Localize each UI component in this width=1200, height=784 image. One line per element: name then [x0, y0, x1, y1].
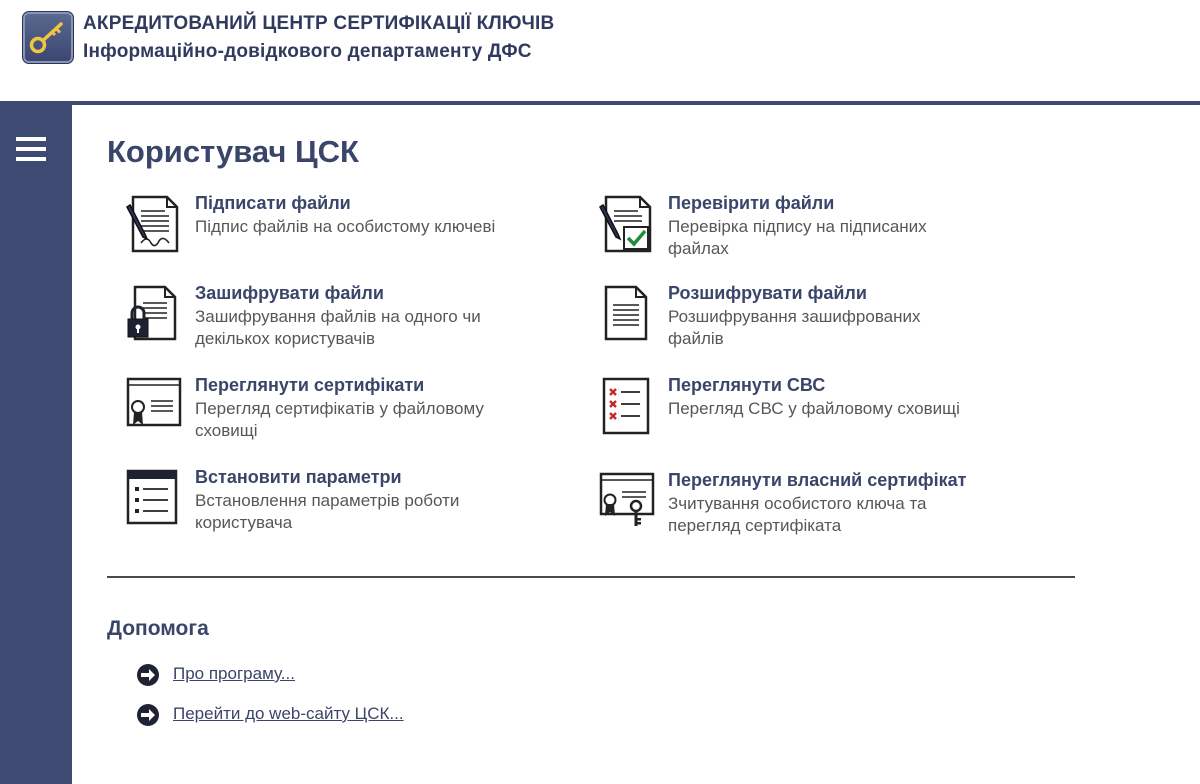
- sign-files-action[interactable]: [125, 193, 545, 265]
- arrow-right-circle-icon: [136, 703, 160, 727]
- settings-list-icon: [125, 467, 189, 531]
- action-label: Зашифрувати файли: [195, 283, 384, 303]
- arrow-right-circle-icon: [136, 663, 160, 687]
- action-label: Переглянути власний сертифікат: [668, 470, 967, 490]
- key-logo-icon: [22, 11, 74, 64]
- action-label: Підписати файли: [195, 193, 351, 213]
- hamburger-menu-icon[interactable]: [16, 137, 46, 163]
- about-program-label: Про програму...: [173, 664, 295, 683]
- own-certificate-key-icon: [598, 470, 662, 534]
- action-label: Переглянути сертифікати: [195, 375, 425, 395]
- decrypt-document-icon: [598, 283, 662, 347]
- section-divider: [107, 576, 1075, 578]
- action-label: Розшифрувати файли: [668, 283, 867, 303]
- sign-document-icon: [125, 193, 189, 257]
- sidebar: [0, 105, 72, 784]
- encrypt-files-action[interactable]: [125, 283, 545, 355]
- website-label: Перейти до web-сайту ЦСК...: [173, 704, 404, 723]
- header-divider: [0, 101, 1200, 105]
- action-label: Перевірити файли: [668, 193, 835, 213]
- action-description: Підпис файлів на особистому ключеві: [195, 217, 496, 236]
- action-description: Зашифрування файлів на одного чи декількох користувачів: [195, 307, 481, 348]
- decrypt-files-action[interactable]: [598, 283, 1018, 355]
- action-label: Переглянути СВС: [668, 375, 826, 395]
- header-title: АКРЕДИТОВАНИЙ ЦЕНТР СЕРТИФІКАЦІЇ КЛЮЧІВ: [83, 13, 555, 34]
- verify-files-action[interactable]: [598, 193, 1018, 265]
- help-heading: Допомога: [107, 617, 209, 640]
- action-description: Розшифрування зашифрованих файлів: [668, 307, 921, 348]
- action-description: Перегляд сертифікатів у файловому сховищі: [195, 399, 484, 440]
- verify-document-icon: [598, 193, 662, 257]
- view-own-certificate-action[interactable]: [598, 470, 1018, 542]
- header: [0, 0, 1200, 101]
- set-parameters-action[interactable]: [125, 467, 545, 539]
- action-description: Зчитування особистого ключа та перегляд сертифіката: [668, 494, 927, 535]
- header-subtitle: Інформаційно-довідкового департаменту ДФС: [83, 41, 532, 62]
- action-description: Перегляд СВС у файловому сховищі: [668, 399, 960, 418]
- action-description: Перевірка підпису на підписаних файлах: [668, 217, 927, 258]
- view-certificates-action[interactable]: [125, 375, 545, 447]
- page-title: Користувач ЦСК: [107, 134, 359, 169]
- action-label: Встановити параметри: [195, 467, 402, 487]
- view-crl-action[interactable]: [598, 375, 1018, 447]
- certificate-icon: [125, 375, 189, 439]
- revocation-list-icon: [598, 375, 662, 439]
- encrypt-document-icon: [125, 283, 189, 347]
- action-description: Встановлення параметрів роботи користувача: [195, 491, 460, 532]
